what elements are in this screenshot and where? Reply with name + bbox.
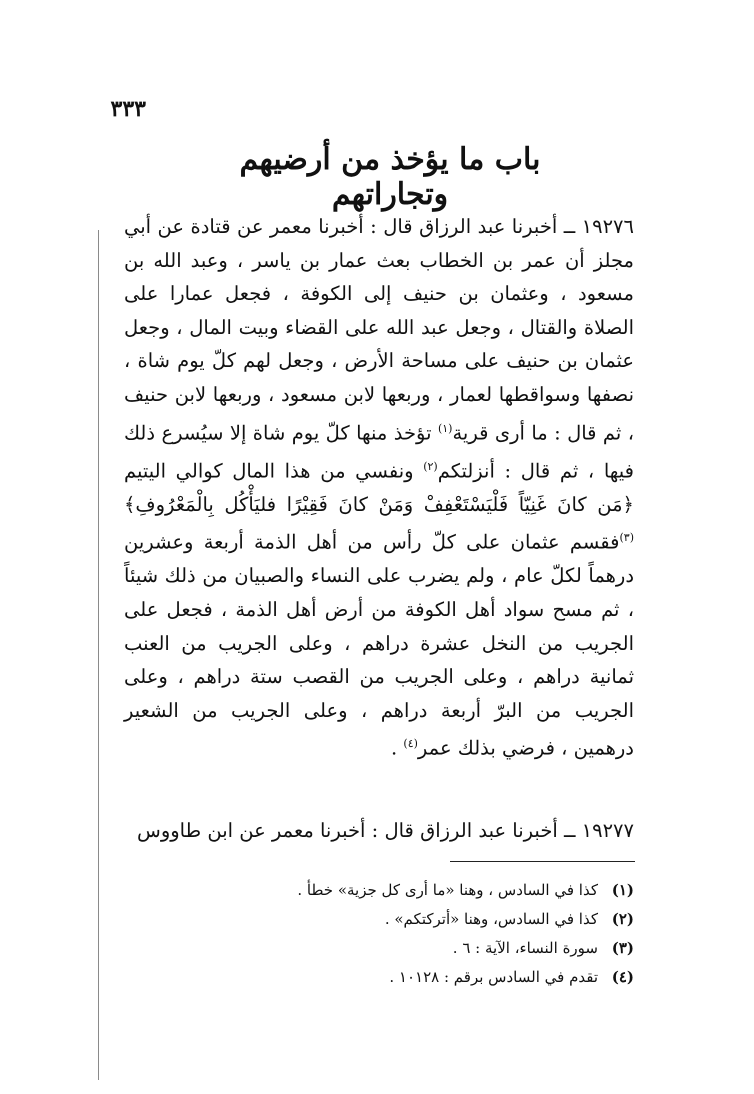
chapter-title: باب ما يؤخذ من أرضيهم وتجاراتهم (239, 142, 541, 212)
footnote-ref-1: (١) (437, 421, 453, 435)
text-segment: ١٩٢٧٦ ــ أخبرنا عبد الرزاق قال : أخبرنا معمر عن قتادة عن أبي مجلز أن عمر بن الخطاب بعث عمار بن ياسر ، وعبد الله بن مسعود ، وعثمان بن حنيف إلى الكوفة ، فجعل عمارا على الصلاة والقتال ، وجعل عبد الله على القضاء وبيت المال ، وجعل عثمان بن حنيف على مساحة الأرض ، وجعل لهم كلّ يوم شاة ، نصفها وسواقطها لعمار ، وربعها لابن مسعود ، وربعها لابن حنيف ، ثم قال : ما أرى قرية (124, 215, 634, 445)
next-hadith-entry: ١٩٢٧٧ ــ أخبرنا عبد الرزاق قال : أخبرنا معمر عن ابن طاووس (137, 819, 634, 842)
footnote-item (300, 905, 634, 934)
footnotes-section (297, 876, 634, 992)
hadith-text (124, 210, 634, 766)
footnote-number: (٣) (611, 939, 634, 957)
footnote-number: (٤) (611, 968, 634, 986)
footnote-number: (١) (611, 881, 634, 899)
footnote-item (297, 876, 634, 905)
footnote-ref-3: (٣) (619, 531, 634, 545)
footnote-text: تقدم في السادس برقم : ١٠١٢٨ . (389, 968, 598, 986)
footnote-text: سورة النساء، الآية : ٦ . (452, 939, 598, 957)
scan-margin-line (98, 230, 99, 1080)
footnote-item (300, 934, 634, 963)
text-segment: . (391, 736, 404, 760)
footnote-text: كذا في السادس، وهنا «أتركتكم» . (384, 910, 598, 928)
footnote-number: (٢) (611, 910, 634, 928)
footnote-text: كذا في السادس ، وهنا «ما أرى كل جزية» خطأ . (297, 881, 598, 899)
footnote-item (300, 963, 634, 992)
text-segment: تؤخذ منها كلّ يوم شاة إلا سيُسرع ذلك فيها ، ثم قال : أنزلتكم (124, 421, 634, 483)
hadith-paragraph (124, 210, 634, 766)
footnote-divider (450, 861, 635, 862)
page-number: ٣٣٣ (110, 96, 146, 122)
footnote-ref-2: (٢) (423, 459, 438, 473)
text-segment: فقسم عثمان على كلّ رأس من أهل الذمة أربعة وعشرين درهماً لكلّ عام ، ولم يضرب على النساء والصبيان من ذلك شيئاً ، ثم مسح سواد أهل الكوفة من أرض أهل الذمة ، فجعل على الجريب من النخل عشرة دراهم ، وعلى الجريب من العنب ثمانية دراهم ، وعلى الجريب من القصب ستة دراهم ، وعلى الجريب من البرّ أربعة دراهم ، وعلى الجريب من الشعير درهمين ، فرضي بذلك عمر (124, 530, 634, 760)
footnote-ref-4: (٤) (403, 737, 418, 751)
quran-verse-segment: ونفسي من هذا المال كوالي اليتيم ﴿مَن كانَ غَنِيّاً فَلْيَسْتَعْفِفْ وَمَنْ كانَ فَقِيْرًا فليَأْكُل بِالْمَعْرُوفِ﴾ (124, 459, 634, 516)
